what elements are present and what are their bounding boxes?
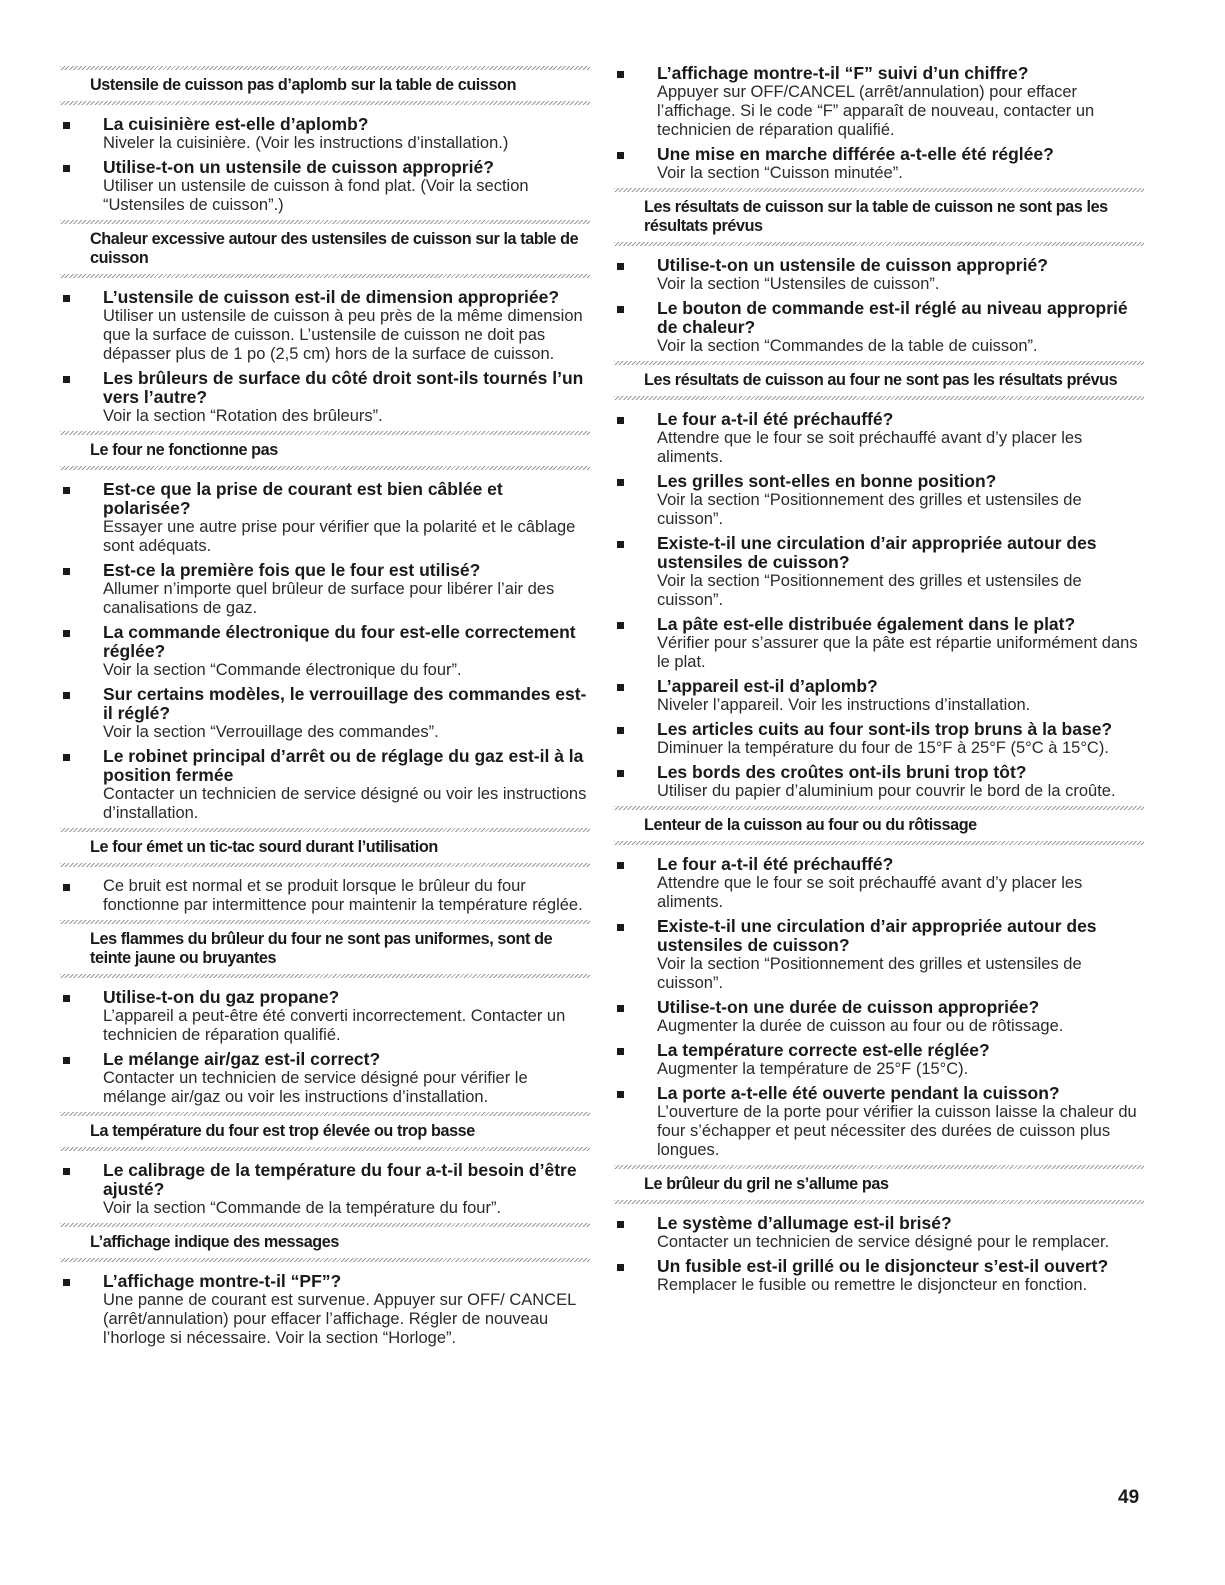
section-cookware-not-level [60,66,590,215]
bullet-icon [63,1279,70,1286]
item-answer: Contacter un technicien de service désigné ou voir les instructions d’installation. [103,785,587,822]
right-column [614,63,1144,1300]
item-answer: L’ouverture de la porte pour vérifier la cuisson laisse la chaleur du four s’échapper et peut nécessiter des durées de cuisson plus longues. [657,1103,1137,1159]
item-question: Existe-t-il une circulation d’air appropriée autour des ustensiles de cuisson? [657,533,1097,572]
section-heading: Les résultats de cuisson au four ne sont pas les résultats prévus [614,361,1144,400]
bullet-icon [617,1091,624,1098]
bullet-icon [63,754,70,761]
item-question: Le four a-t-il été préchauffé? [657,854,894,874]
item-question: La commande électronique du four est-elle correctement réglée? [103,622,576,661]
item-answer: Voir la section “Cuisson minutée”. [657,164,903,182]
section-display-messages [60,1223,590,1348]
item-question: La porte a-t-elle été ouverte pendant la cuisson? [657,1083,1060,1103]
bullet-icon [617,924,624,931]
section-heading: Chaleur excessive autour des ustensiles de cuisson sur la table de cuisson [60,220,590,278]
item-question: La pâte est-elle distribuée également dans le plat? [657,614,1076,634]
item-question: Un fusible est-il grillé ou le disjoncteur s’est-il ouvert? [657,1256,1109,1276]
list-item [614,917,1144,993]
item-question: L’appareil est-il d’aplomb? [657,676,878,696]
section-heading: Les flammes du brûleur du four ne sont pas uniformes, sont de teinte jaune ou bruyantes [60,920,590,978]
item-answer: Augmenter la température de 25°F (15°C). [657,1060,969,1078]
item-answer: Allumer n’importe quel brûleur de surface pour libérer l’air des canalisations de gaz. [103,580,555,617]
bullet-icon [617,541,624,548]
list-item [614,410,1144,467]
bullet-icon [617,1264,624,1271]
item-question: L’ustensile de cuisson est-il de dimension appropriée? [103,287,560,307]
item-answer: Augmenter la durée de cuisson au four ou de rôtissage. [657,1017,1064,1035]
bullet-icon [63,1057,70,1064]
bullet-icon [63,568,70,575]
item-question: Existe-t-il une circulation d’air appropriée autour des ustensiles de cuisson? [657,916,1097,955]
item-question: Le four a-t-il été préchauffé? [657,409,894,429]
list-item [60,369,590,426]
section-heading: L’affichage indique des messages [60,1223,590,1262]
list-item [60,877,590,915]
item-question: Le mélange air/gaz est-il correct? [103,1049,381,1069]
item-answer: Voir la section “Rotation des brûleurs”. [103,407,383,425]
section-burner-flames [60,920,590,1107]
item-question: Utilise-t-on une durée de cuisson appropriée? [657,997,1040,1017]
item-question: Est-ce la première fois que le four est utilisé? [103,560,481,580]
list-item [60,561,590,618]
bullet-icon [617,71,624,78]
item-question: Est-ce que la prise de courant est bien câblée et polarisée? [103,479,503,518]
section-heading: Le brûleur du gril ne s’allume pas [614,1165,1144,1204]
item-question: Utilise-t-on du gaz propane? [103,987,340,1007]
list-item [614,615,1144,672]
section-excessive-heat [60,220,590,426]
left-column [60,66,590,1353]
list-item [614,64,1144,140]
bullet-icon [63,630,70,637]
section-heading: Lenteur de la cuisson au four ou du rôtissage [614,806,1144,845]
item-answer: Vérifier pour s’assurer que la pâte est répartie uniformément dans le plat. [657,634,1138,671]
bullet-icon [617,263,624,270]
item-question: Les grilles sont-elles en bonne position? [657,471,997,491]
bullet-icon [63,376,70,383]
section-heading: Les résultats de cuisson sur la table de cuisson ne sont pas les résultats prévus [614,188,1144,246]
item-question: Utilise-t-on un ustensile de cuisson approprié? [657,255,1048,275]
list-item [614,472,1144,529]
item-question: L’affichage montre-t-il “F” suivi d’un chiffre? [657,63,1029,83]
item-answer: L’appareil a peut-être été converti incorrectement. Contacter un technicien de réparation qualifié. [103,1007,566,1044]
bullet-icon [617,684,624,691]
list-item [60,685,590,742]
item-answer: Une panne de courant est survenue. Appuyer sur OFF/ CANCEL (arrêt/annulation) pour effacer l’affichage. Régler de nouveau l’horloge si nécessaire. Voir la section “Horloge”. [103,1291,576,1347]
list-item [614,256,1144,294]
item-answer: Voir la section “Positionnement des grilles et ustensiles de cuisson”. [657,491,1082,528]
list-item [614,1214,1144,1252]
bullet-icon [617,862,624,869]
item-answer: Contacter un technicien de service désigné pour vérifier le mélange air/gaz ou voir les instructions d’installation. [103,1069,528,1106]
bullet-icon [617,417,624,424]
bullet-icon [617,1048,624,1055]
list-item [60,1050,590,1107]
bullet-icon [63,995,70,1002]
item-question: Les brûleurs de surface du côté droit sont-ils tournés l’un vers l’autre? [103,368,584,407]
bullet-icon [617,1005,624,1012]
item-question: Le bouton de commande est-il réglé au niveau approprié de chaleur? [657,298,1128,337]
item-answer: Voir la section “Positionnement des grilles et ustensiles de cuisson”. [657,572,1082,609]
item-question: La cuisinière est-elle d’aplomb? [103,114,369,134]
item-question: Une mise en marche différée a-t-elle été réglée? [657,144,1054,164]
bullet-icon [63,692,70,699]
item-question: Le système d’allumage est-il brisé? [657,1213,952,1233]
list-item [614,998,1144,1036]
section-cooktop-results [614,188,1144,356]
item-answer: Niveler l’appareil. Voir les instructions d’installation. [657,696,1031,714]
bullet-icon [63,487,70,494]
list-item [60,1272,590,1348]
bullet-icon [617,306,624,313]
item-answer: Voir la section “Ustensiles de cuisson”. [657,275,940,293]
bullet-icon [617,727,624,734]
item-answer: Attendre que le four se soit préchauffé avant d’y placer les aliments. [657,429,1083,466]
item-answer: Utiliser un ustensile de cuisson à peu près de la même dimension que la surface de cuisson. L’ustensile de cuisson ne doit pas dépasser plus de 1 po (2,5 cm) hors de la surface de cuisson. [103,307,583,363]
section-oven-results [614,361,1144,801]
list-item [60,480,590,556]
list-item [614,1041,1144,1079]
item-question: Sur certains modèles, le verrouillage des commandes est-il réglé? [103,684,587,723]
item-question: La température correcte est-elle réglée? [657,1040,990,1060]
section-oven-temperature [60,1112,590,1218]
item-question: L’affichage montre-t-il “PF”? [103,1271,342,1291]
item-answer: Niveler la cuisinière. (Voir les instructions d’installation.) [103,134,509,152]
page-number: 49 [1118,1487,1140,1508]
section-display-messages-cont [614,64,1144,183]
item-answer: Diminuer la température du four de 15°F à 25°F (5°C à 15°C). [657,739,1109,757]
section-heading: Ustensile de cuisson pas d’aplomb sur la table de cuisson [60,66,590,105]
list-item [60,158,590,215]
list-item [614,534,1144,610]
item-answer: Essayer une autre prise pour vérifier que la polarité et le câblage sont adéquats. [103,518,576,555]
list-item [60,288,590,364]
list-item [60,1161,590,1218]
list-item [614,763,1144,801]
item-answer: Voir la section “Positionnement des grilles et ustensiles de cuisson”. [657,955,1082,992]
list-item [614,1084,1144,1160]
bullet-icon [63,295,70,302]
item-answer: Contacter un technicien de service désigné pour le remplacer. [657,1233,1110,1251]
item-answer: Attendre que le four se soit préchauffé avant d’y placer les aliments. [657,874,1083,911]
item-question: Le robinet principal d’arrêt ou de réglage du gaz est-il à la position fermée [103,746,584,785]
item-answer: Voir la section “Verrouillage des commandes”. [103,723,439,741]
list-item [60,988,590,1045]
item-answer: Utiliser du papier d’aluminium pour couvrir le bord de la croûte. [657,782,1116,800]
list-item [614,145,1144,183]
section-slow-baking [614,806,1144,1160]
section-broil-burner [614,1165,1144,1295]
bullet-icon [63,165,70,172]
item-answer: Ce bruit est normal et se produit lorsque le brûleur du four fonctionne par intermittence pour maintenir la température réglée. [103,877,583,914]
section-heading: Le four ne fonctionne pas [60,431,590,470]
item-question: Les articles cuits au four sont-ils trop bruns à la base? [657,719,1113,739]
section-oven-not-working [60,431,590,823]
list-item [614,720,1144,758]
list-item [60,747,590,823]
item-question: Les bords des croûtes ont-ils bruni trop tôt? [657,762,1027,782]
section-heading: Le four émet un tic-tac sourd durant l’utilisation [60,828,590,867]
item-answer: Voir la section “Commande électronique du four”. [103,661,462,679]
section-ticking-sound [60,828,590,915]
list-item [614,677,1144,715]
bullet-icon [63,884,70,891]
item-answer: Remplacer le fusible ou remettre le disjoncteur en fonction. [657,1276,1088,1294]
list-item [60,115,590,153]
section-heading: La température du four est trop élevée ou trop basse [60,1112,590,1151]
item-question: Le calibrage de la température du four a-t-il besoin d’être ajusté? [103,1160,577,1199]
item-question: Utilise-t-on un ustensile de cuisson approprié? [103,157,494,177]
bullet-icon [617,479,624,486]
list-item [614,1257,1144,1295]
list-item [60,623,590,680]
bullet-icon [617,1221,624,1228]
item-answer: Voir la section “Commandes de la table de cuisson”. [657,337,1038,355]
bullet-icon [63,122,70,129]
bullet-icon [617,622,624,629]
item-answer: Utiliser un ustensile de cuisson à fond plat. (Voir la section “Ustensiles de cuisson”.) [103,177,529,214]
bullet-icon [63,1168,70,1175]
item-answer: Voir la section “Commande de la température du four”. [103,1199,502,1217]
bullet-icon [617,770,624,777]
list-item [614,855,1144,912]
list-item [614,299,1144,356]
item-answer: Appuyer sur OFF/CANCEL (arrêt/annulation) pour effacer l’affichage. Si le code “F” apparaît de nouveau, contacter un technicien de réparation qualifié. [657,83,1095,139]
bullet-icon [617,152,624,159]
